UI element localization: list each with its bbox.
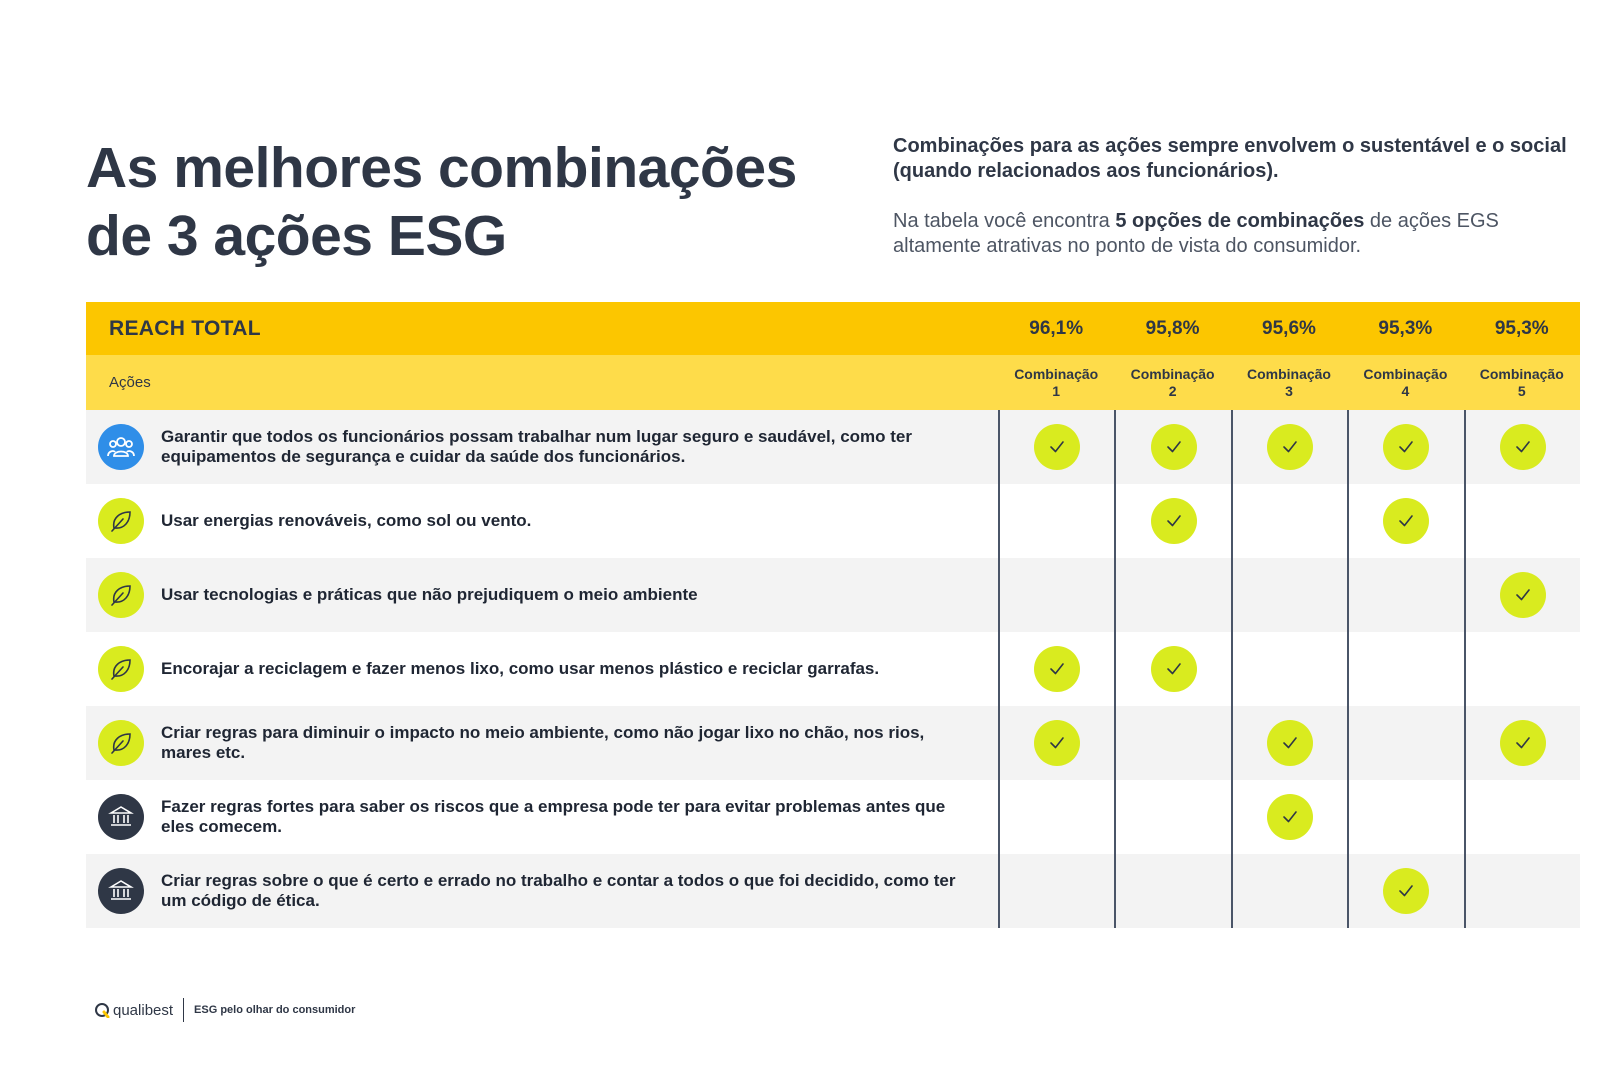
table-row xyxy=(86,632,1580,706)
table-row xyxy=(86,780,1580,854)
reach-value-5: 95,3% xyxy=(1494,317,1549,339)
combination-cell-5 xyxy=(1464,854,1580,928)
reach-value-2: 95,8% xyxy=(1145,317,1200,339)
table-row xyxy=(86,706,1580,780)
combination-cell-1 xyxy=(998,410,1114,484)
table-row xyxy=(86,558,1580,632)
combination-cell-4 xyxy=(1347,780,1463,854)
combination-header-2 xyxy=(1114,366,1230,400)
checkmark-icon xyxy=(1267,424,1313,470)
combination-header-number: 5 xyxy=(1517,382,1526,399)
combination-header-label: Combinação xyxy=(1014,365,1099,382)
combination-cell-2 xyxy=(1114,780,1230,854)
page-title-line1: As melhores combinações xyxy=(86,136,797,200)
qualibest-logo-icon xyxy=(94,1002,110,1018)
checkmark-icon xyxy=(1267,794,1313,840)
combination-cell-3 xyxy=(1231,632,1347,706)
action-text: Garantir que todos os funcionários possam trabalhar num lugar seguro e saudável, como ter equipamentos de segurança e cuidar da saúde dos funcionários. xyxy=(161,427,913,466)
action-text: Fazer regras fortes para saber os riscos que a empresa pode ter para evitar problemas antes que eles comecem. xyxy=(161,797,946,836)
checkmark-icon xyxy=(1383,498,1429,544)
checkmark-icon xyxy=(1034,720,1080,766)
intro-desc-prefix: Na tabela você encontra xyxy=(893,210,1116,232)
checkmark-icon xyxy=(1151,646,1197,692)
combination-header-label: Combinação xyxy=(1363,365,1448,382)
combination-cell-5 xyxy=(1464,484,1580,558)
combination-cell-5 xyxy=(1464,706,1580,780)
combination-cell-2 xyxy=(1114,410,1230,484)
reach-value-3: 95,6% xyxy=(1262,317,1316,339)
combination-header-5 xyxy=(1464,366,1580,400)
combination-header-number: 1 xyxy=(1052,382,1061,399)
combination-cell-2 xyxy=(1114,558,1230,632)
action-text: Usar energias renováveis, como sol ou vento. xyxy=(161,511,532,530)
combination-cell-3 xyxy=(1231,780,1347,854)
combination-cell-2 xyxy=(1114,854,1230,928)
table-row xyxy=(86,484,1580,558)
checkmark-icon xyxy=(1500,424,1546,470)
footer-tagline: ESG pelo olhar do consumidor xyxy=(194,1004,356,1016)
combination-header-1 xyxy=(998,366,1114,400)
leaf-icon xyxy=(98,646,144,692)
checkmark-icon xyxy=(1151,498,1197,544)
action-cell xyxy=(86,854,998,928)
footer xyxy=(94,998,355,1022)
checkmark-icon xyxy=(1034,424,1080,470)
combination-cell-5 xyxy=(1464,410,1580,484)
reach-total-label: REACH TOTAL xyxy=(109,316,261,340)
checkmark-icon xyxy=(1383,424,1429,470)
combination-cell-2 xyxy=(1114,484,1230,558)
reach-value-4: 95,3% xyxy=(1378,317,1433,339)
combination-cell-4 xyxy=(1347,558,1463,632)
leaf-icon xyxy=(98,572,144,618)
checkmark-icon xyxy=(1500,572,1546,618)
action-cell xyxy=(86,484,998,558)
intro-desc-bold: 5 opções de combinações xyxy=(1115,210,1365,232)
intro-description xyxy=(893,209,1583,259)
reach-total-row xyxy=(86,302,1580,355)
table-body xyxy=(86,410,1580,928)
actions-header-row xyxy=(86,355,1580,410)
combination-cell-3 xyxy=(1231,558,1347,632)
combination-cell-5 xyxy=(1464,780,1580,854)
combination-cell-3 xyxy=(1231,854,1347,928)
brand-name: qualibest xyxy=(113,1001,174,1019)
table-row xyxy=(86,410,1580,484)
combination-header-label: Combinação xyxy=(1246,365,1331,382)
combination-cell-4 xyxy=(1347,632,1463,706)
intro-block xyxy=(893,134,1583,259)
checkmark-icon xyxy=(1034,646,1080,692)
combination-cell-1 xyxy=(998,854,1114,928)
combination-cell-3 xyxy=(1231,706,1347,780)
checkmark-icon xyxy=(1151,424,1197,470)
page-title-line2: de 3 ações ESG xyxy=(86,204,507,268)
bank-icon xyxy=(98,794,144,840)
combination-cell-4 xyxy=(1347,706,1463,780)
footer-divider xyxy=(183,998,184,1022)
leaf-icon xyxy=(98,498,144,544)
combination-cell-2 xyxy=(1114,632,1230,706)
combination-cell-1 xyxy=(998,780,1114,854)
combination-header-number: 3 xyxy=(1285,382,1293,399)
combination-cell-3 xyxy=(1231,410,1347,484)
action-text: Criar regras sobre o que é certo e errado no trabalho e contar a todos o que foi decidido, como ter um código de ética. xyxy=(161,871,956,910)
combination-cell-4 xyxy=(1347,854,1463,928)
combination-cell-5 xyxy=(1464,558,1580,632)
action-cell xyxy=(86,410,998,484)
combination-cell-3 xyxy=(1231,484,1347,558)
combination-header-number: 4 xyxy=(1401,382,1410,399)
combination-cell-2 xyxy=(1114,706,1230,780)
combination-cell-1 xyxy=(998,706,1114,780)
action-cell xyxy=(86,558,998,632)
brand-logo xyxy=(94,1002,173,1019)
combination-cell-1 xyxy=(998,632,1114,706)
combination-cell-1 xyxy=(998,558,1114,632)
bank-icon xyxy=(98,868,144,914)
people-icon xyxy=(98,424,144,470)
action-text: Criar regras para diminuir o impacto no meio ambiente, como não jogar lixo no chão, nos rios, mares etc. xyxy=(161,723,925,762)
combination-header-number: 2 xyxy=(1168,382,1177,399)
table-row xyxy=(86,854,1580,928)
combination-cell-4 xyxy=(1347,484,1463,558)
combination-header-3 xyxy=(1231,366,1347,400)
action-text: Usar tecnologias e práticas que não prejudiquem o meio ambiente xyxy=(161,585,698,604)
combination-header-label: Combinação xyxy=(1130,365,1215,382)
page-title xyxy=(86,134,846,270)
action-text: Encorajar a reciclagem e fazer menos lixo, como usar menos plástico e reciclar garrafas. xyxy=(161,659,880,678)
combination-header-label: Combinação xyxy=(1479,365,1564,382)
intro-desc-suffix: de ações EGS altamente atrativas no ponto de vista do consumidor. xyxy=(893,210,1499,257)
reach-value-1: 96,1% xyxy=(1029,317,1084,339)
combinations-table xyxy=(86,302,1580,928)
leaf-icon xyxy=(98,720,144,766)
combination-cell-1 xyxy=(998,484,1114,558)
combination-header-4 xyxy=(1347,366,1463,400)
intro-lead: Combinações para as ações sempre envolvem o sustentável e o social (quando relacionados aos funcionários). xyxy=(893,135,1567,182)
checkmark-icon xyxy=(1267,720,1313,766)
combination-cell-5 xyxy=(1464,632,1580,706)
checkmark-icon xyxy=(1383,868,1429,914)
combination-cell-4 xyxy=(1347,410,1463,484)
action-cell xyxy=(86,706,998,780)
actions-column-label: Ações xyxy=(109,374,151,391)
action-cell xyxy=(86,632,998,706)
checkmark-icon xyxy=(1500,720,1546,766)
action-cell xyxy=(86,780,998,854)
